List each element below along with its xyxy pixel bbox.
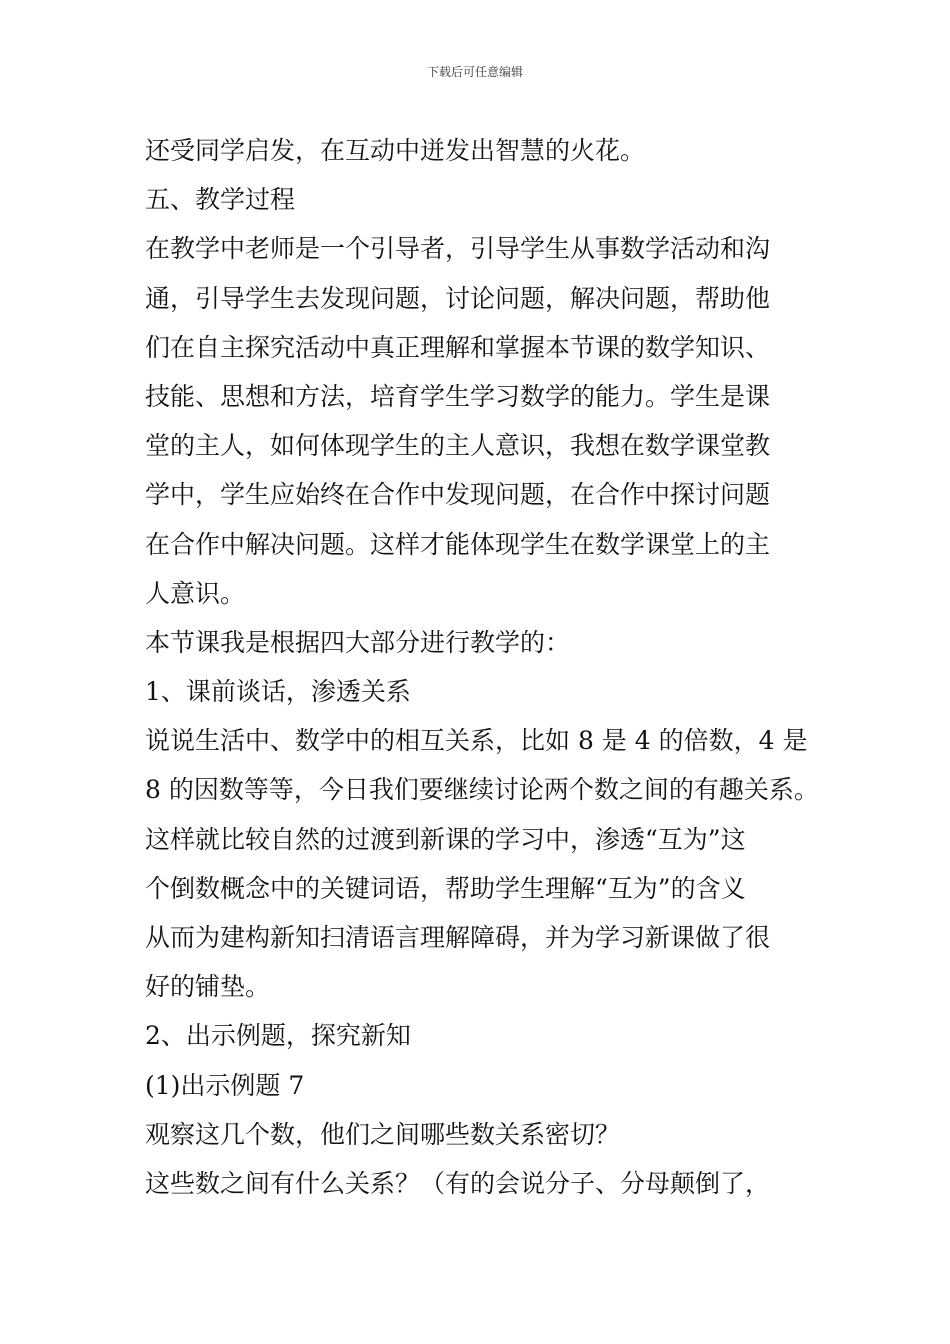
document-body — [145, 126, 835, 1208]
paragraph-line: 人意识。 — [145, 578, 246, 608]
paragraph-line: 观察这几个数，他们之间哪些数关系密切？ — [145, 1119, 621, 1149]
paragraph-line: 这些数之间有什么关系？（有的会说分子、分母颠倒了， — [145, 1168, 771, 1198]
paragraph-line: 个倒数概念中的关键词语，帮助学生理解“互为”的含义 — [145, 873, 746, 903]
paragraph-line: 这样就比较自然的过渡到新课的学习中，渗透“互为”这 — [145, 824, 746, 854]
subsection-heading: 1、课前谈话，渗透关系 — [145, 677, 411, 707]
paragraph-line: 学中，学生应始终在合作中发现问题，在合作中探讨问题 — [145, 480, 771, 510]
paragraph-line: 堂的主人，如何体现学生的主人意识，我想在数学课堂教 — [145, 431, 771, 461]
paragraph-line: 8 的因数等等，今日我们要继续讨论两个数之间的有趣关系。 — [145, 775, 819, 805]
paragraph-line: 通，引导学生去发现问题，讨论问题，解决问题，帮助他 — [145, 283, 771, 313]
paragraph-line: (1)出示例题 7 — [145, 1070, 305, 1100]
paragraph-line: 们在自主探究活动中真正理解和掌握本节课的数学知识、 — [145, 332, 771, 362]
subsection-heading: 2、出示例题，探究新知 — [145, 1021, 411, 1051]
paragraph-line: 在教学中老师是一个引导者，引导学生从事数学活动和沟 — [145, 234, 771, 264]
paragraph-line: 好的铺垫。 — [145, 972, 271, 1002]
paragraph-line: 说说生活中、数学中的相互关系，比如 8 是 4 的倍数，4 是 — [145, 726, 808, 756]
paragraph-line: 还受同学启发，在互动中迸发出智慧的火花。 — [145, 136, 646, 165]
paragraph-line: 在合作中解决问题。这样才能体现学生在数学课堂上的主 — [145, 529, 771, 559]
paragraph-line: 本节课我是根据四大部分进行教学的： — [145, 627, 571, 657]
paragraph-line: 技能、思想和方法，培育学生学习数学的能力。学生是课 — [145, 381, 771, 411]
section-heading: 五、教学过程 — [145, 185, 296, 215]
page-header: 下载后可任意编辑 — [426, 65, 523, 79]
paragraph-line: 从而为建构新知扫清语言理解障碍，并为学习新课做了很 — [145, 923, 771, 952]
